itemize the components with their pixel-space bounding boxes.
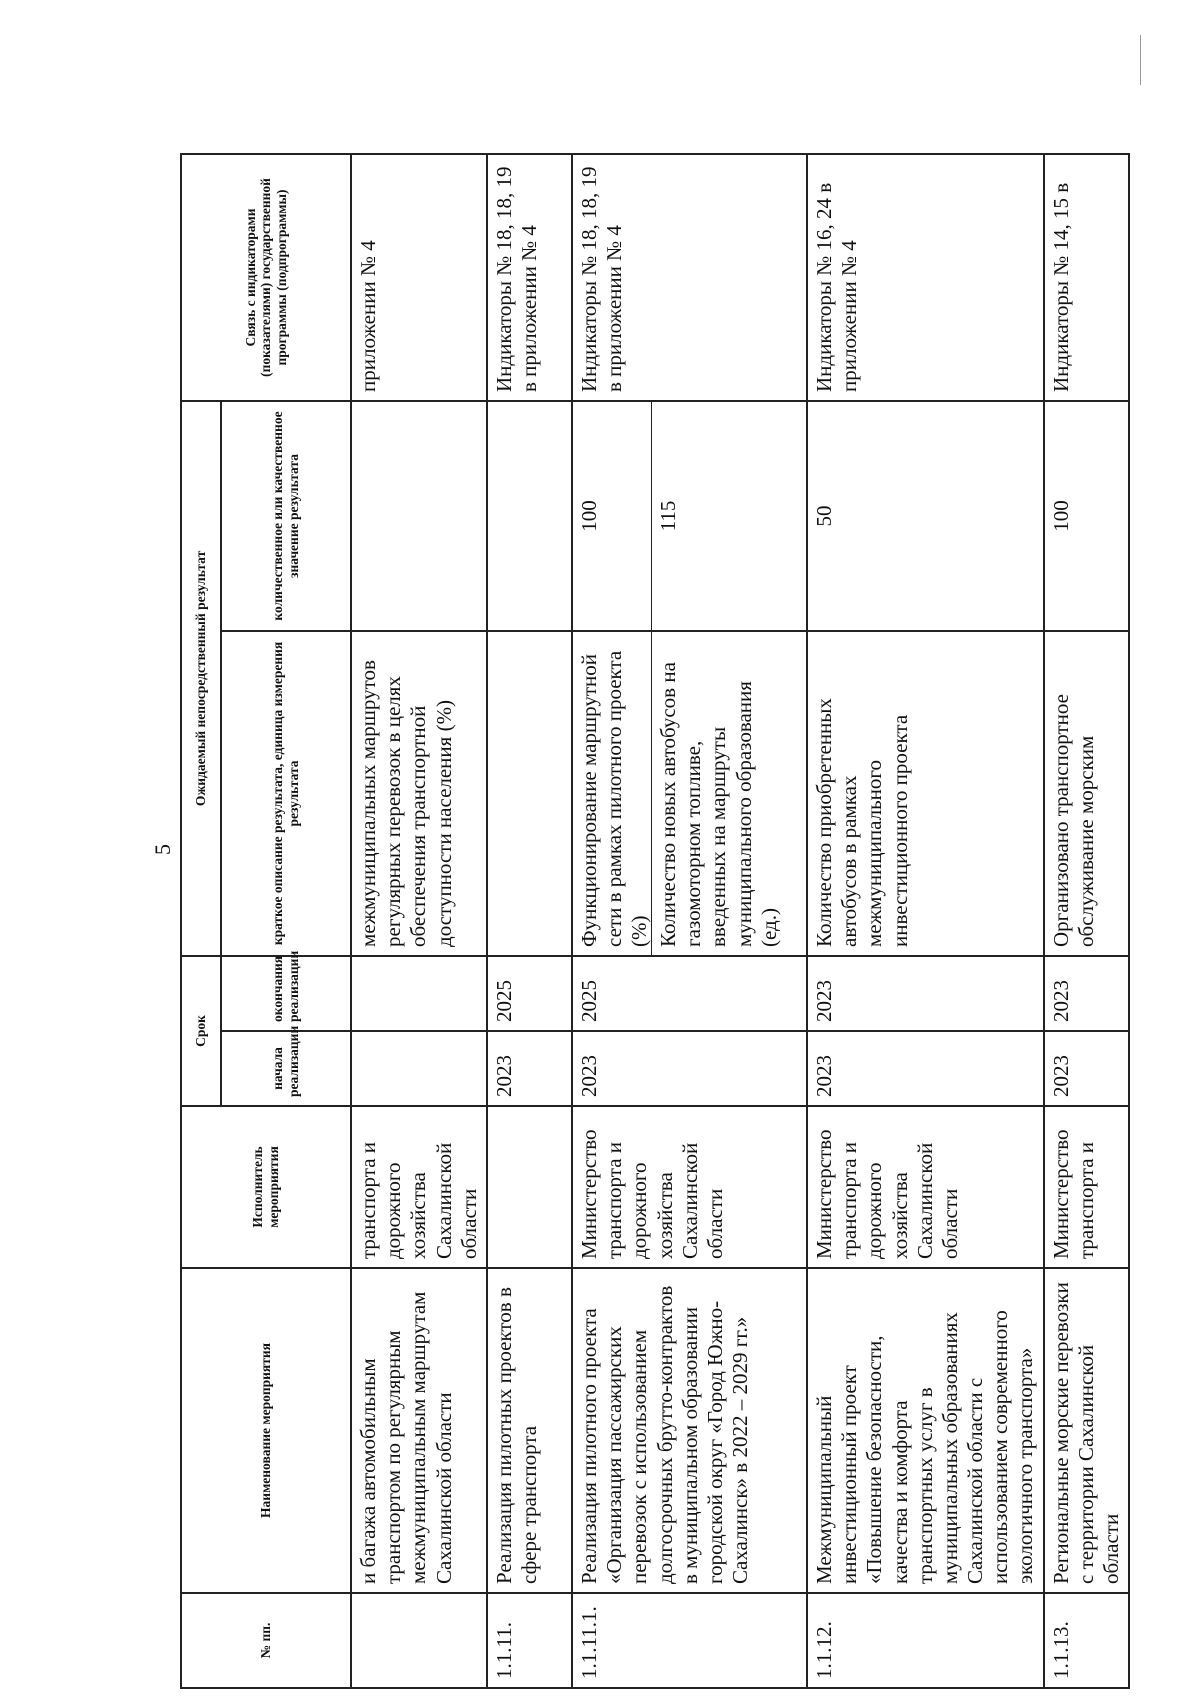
row-num: 1.1.12. — [807, 1593, 1044, 1688]
row-result-value — [487, 401, 572, 631]
header-result-desc: краткое описание результата, единица измерения результата — [221, 631, 351, 956]
row-result-desc: межмуниципальных маршрутов регулярных перевозок в целях обеспечения транспортной доступности населения (%) — [351, 631, 487, 956]
row-executor: Министерство транспорта и дорожного хозяйства Сахалинской области — [807, 1106, 1044, 1268]
row-name: Межмуниципальный инвестиционный проект «Повышение безопасности, качества и комфорта транспортных услуг в муниципальных образованиях Сахалинской области с использованием современного экологичного транспорта» — [807, 1268, 1044, 1593]
row-end — [351, 956, 487, 1031]
row-start — [351, 1031, 487, 1106]
header-num: № пп. — [181, 1593, 351, 1688]
row-result-desc: Функционирование маршрутной сети в рамках пилотного проекта (%) — [576, 650, 652, 947]
header-result: Ожидаемый непосредственный результат — [181, 401, 221, 956]
row-end: 2025 — [487, 956, 572, 1031]
scan-edge-mark — [1140, 35, 1141, 85]
row-executor — [487, 1106, 572, 1268]
row-indicators: приложении № 4 — [351, 154, 487, 401]
row-result-desc-cell — [572, 631, 807, 956]
row-indicators: Индикаторы № 18, 18, 19 в приложении № 4 — [487, 154, 572, 401]
row-name: Региональные морские перевозки с территории Сахалинской области — [1044, 1268, 1130, 1593]
row-result-value: 100 — [576, 500, 601, 532]
row-end: 2025 — [572, 956, 807, 1031]
row-result-desc: Организовано транспортное обслуживание морским — [1044, 631, 1130, 956]
row-result-value — [351, 401, 487, 631]
header-executor: Исполнитель мероприятия — [181, 1106, 351, 1268]
row-start: 2023 — [572, 1031, 807, 1106]
row-result-desc: Количество приобретенных автобусов в рамках межмуниципального инвестиционного проекта — [807, 631, 1044, 956]
table-row — [807, 154, 1044, 1688]
row-name: Реализация пилотного проекта «Организация пассажирских перевозок с использованием долгосрочных брутто-контрактов в муниципальном образовании городской округ «Город Южно-Сахалинск» в 2022 – 2029 гг.» — [572, 1268, 807, 1593]
row-executor: транспорта и дорожного хозяйства Сахалинской области — [351, 1106, 487, 1268]
table-row — [572, 154, 807, 1688]
row-end: 2023 — [1044, 956, 1130, 1031]
row-indicators: Индикаторы № 16, 24 в приложении № 4 — [807, 154, 1044, 401]
row-num — [351, 1593, 487, 1688]
header-name: Наименование мероприятия — [181, 1268, 351, 1593]
row-executor: Министерство транспорта и — [1044, 1106, 1130, 1268]
row-num: 1.1.13. — [1044, 1593, 1130, 1688]
activities-table — [180, 153, 1130, 1689]
table-row — [351, 154, 487, 1688]
row-num: 1.1.11.1. — [572, 1593, 807, 1688]
row-result-desc — [487, 631, 572, 956]
row-name: Реализация пилотных проектов в сфере транспорта — [487, 1268, 572, 1593]
header-indicators: Связь с индикаторами (показателями) государственной программы (подпрограммы) — [181, 154, 351, 401]
header-result-value: количественное или качественное значение результата — [221, 401, 351, 631]
row-start: 2023 — [807, 1031, 1044, 1106]
row-end: 2023 — [807, 956, 1044, 1031]
header-term-start: начала реализации — [221, 1031, 351, 1106]
row-indicators: Индикаторы № 18, 18, 19 в приложении № 4 — [572, 154, 807, 401]
row-executor: Министерство транспорта и дорожного хозяйства Сахалинской области — [572, 1106, 807, 1268]
table-row — [487, 154, 572, 1688]
row-start: 2023 — [487, 1031, 572, 1106]
header-term: Срок — [181, 956, 221, 1106]
row-result-value: 100 — [1044, 401, 1130, 631]
row-result-value: 50 — [807, 401, 1044, 631]
header-row-top — [181, 154, 221, 1688]
row-name: и багажа автомобильным транспортом по регулярным межмуниципальным маршрутам Сахалинской области — [351, 1268, 487, 1593]
header-term-end: окончания реализации — [221, 956, 351, 1031]
table-row — [1044, 154, 1130, 1688]
row-indicators: Индикаторы № 14, 15 в — [1044, 154, 1130, 401]
row-result-value-2: 115 — [651, 402, 685, 630]
row-result-desc-2: Количество новых автобусов на газомоторном топливе, введенных на маршруты муниципального образования (ед.) — [651, 632, 786, 955]
row-start: 2023 — [1044, 1031, 1130, 1106]
row-num: 1.1.11. — [487, 1593, 572, 1688]
row-result-value-cell — [572, 401, 807, 631]
page-number: 5 — [150, 844, 175, 855]
